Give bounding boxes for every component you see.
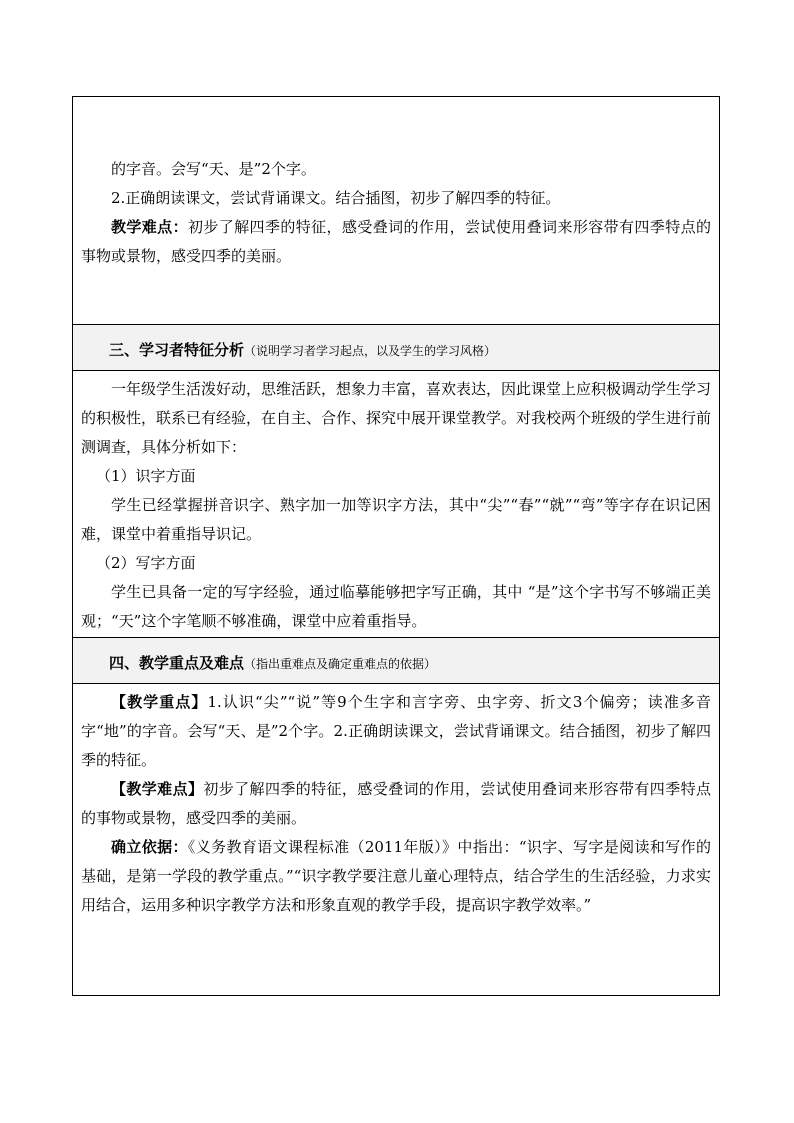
writing-text: 学生已具备一定的写字经验，通过临摹能够把字写正确，其中 “是”这个字书写不够端正美观；“天”这个字笔顺不够准确，课堂中应着重指导。	[81, 583, 711, 630]
difficult-points-label: 【教学难点】	[111, 780, 204, 798]
objective-line-2: 2.正确朗读课文，尝试背诵课文。结合插图，初步了解四季的特征。	[111, 189, 561, 207]
objective-line-1: 的字音。会写“天、是”2个字。	[111, 160, 316, 178]
learner-analysis-cell	[73, 371, 719, 638]
section3-title: 三、学习者特征分析	[109, 341, 245, 359]
key-points-text: 1.认识“尖”“说”等9个生字和言字旁、虫字旁、折文3个偏旁；读准多音字“地”的字音。会写“天、是”2个字。2.正确朗读课文，尝试背诵课文。结合插图，初步了解四季的特征。	[81, 693, 711, 769]
key-points-cell	[73, 684, 719, 995]
literacy-subtitle: （1）识字方面	[96, 467, 196, 485]
section3-note: （说明学习者学习起点，以及学生的学习风格）	[244, 344, 497, 358]
basis-paragraph	[81, 833, 711, 920]
difficulty-text: 初步了解四季的特征，感受叠词的作用，尝试使用叠词来形容带有四季特点的事物或景物，感受四季的美丽。	[81, 218, 711, 265]
learner-intro: 一年级学生活泼好动，思维活跃，想象力丰富，喜欢表达，因此课堂上应积极调动学生学习的积极性，联系已有经验，在自主、合作、探究中展开课堂教学。对我校两个班级的学生进行前测调查，具体分析如下：	[81, 380, 712, 456]
section4-title: 四、教学重点及难点	[109, 654, 245, 672]
literacy-text: 学生已经掌握拼音识字、熟字加一加等识字方法，其中“尖”“春”“就”“弯”等字存在识记困难，课堂中着重指导识记。	[81, 496, 711, 543]
difficult-points-paragraph	[81, 775, 711, 833]
writing-subtitle: （2）写字方面	[96, 554, 196, 572]
basis-label: 确立依据：	[111, 838, 188, 856]
key-points-label: 【教学重点】	[111, 693, 208, 711]
section3-header	[73, 325, 719, 371]
difficulty-label: 教学难点：	[111, 218, 188, 236]
lesson-plan-table	[72, 96, 720, 996]
objectives-cell	[73, 97, 719, 325]
section4-header	[73, 638, 719, 684]
key-points-paragraph	[81, 688, 711, 775]
difficulty-paragraph	[81, 213, 711, 271]
basis-text: 《义务教育语文课程标准（2011年版）》中指出：“识字、写字是阅读和写作的基础，是第一学段的教学重点。”“识字教学要注意儿童心理特点，结合学生的生活经验，力求实用结合，运用多种识字教学方法和形象直观的教学手段，提高识字教学效率。”	[81, 838, 711, 914]
section4-note: （指出重难点及确定重难点的依据）	[244, 657, 437, 671]
difficult-points-text: 初步了解四季的特征，感受叠词的作用，尝试使用叠词来形容带有四季特点的事物或景物，感受四季的美丽。	[81, 780, 711, 827]
